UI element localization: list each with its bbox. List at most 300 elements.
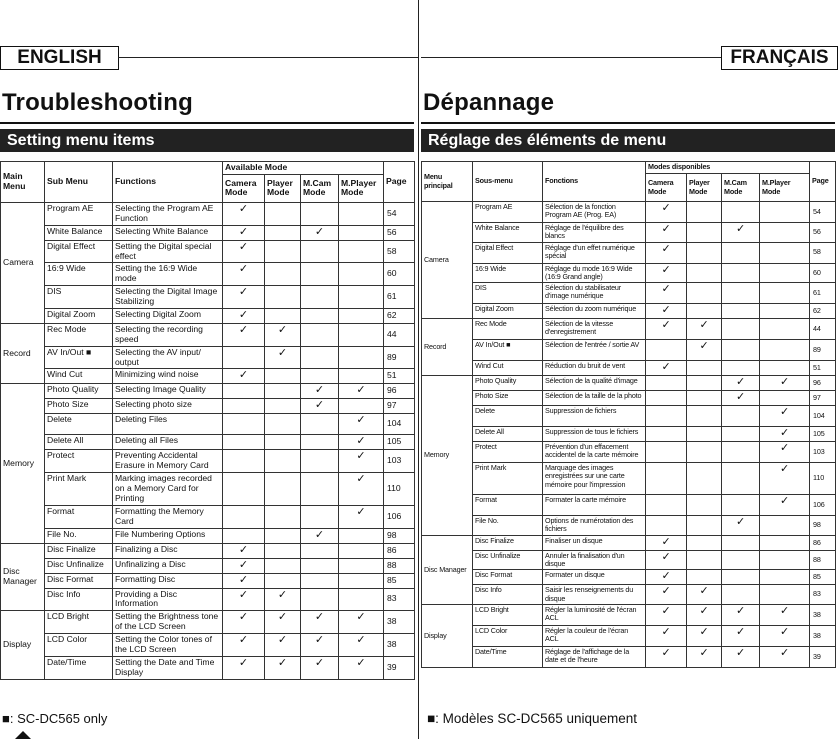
mode-cell xyxy=(722,361,760,376)
mode-cell xyxy=(760,202,810,223)
sub-menu-cell: Rec Mode xyxy=(45,323,113,346)
sub-menu-cell: Wind Cut xyxy=(473,361,543,376)
mode-cell xyxy=(223,384,265,399)
check-icon: ✓ xyxy=(265,634,301,657)
table-row xyxy=(422,361,836,376)
table-row xyxy=(422,585,836,605)
mode-cell xyxy=(301,573,339,588)
sub-menu-cell: LCD Color xyxy=(473,625,543,646)
header-main-menu: Main Menu xyxy=(1,162,45,203)
page-number-cell: 58 xyxy=(810,242,836,263)
page-number-cell: 85 xyxy=(384,573,415,588)
check-icon: ✓ xyxy=(722,646,760,667)
mode-cell xyxy=(339,263,384,286)
check-icon: ✓ xyxy=(722,391,760,406)
check-icon: ✓ xyxy=(646,550,687,570)
table-row xyxy=(422,442,836,463)
table-row xyxy=(1,634,415,657)
check-icon: ✓ xyxy=(722,625,760,646)
main-menu-cell: Disc Manager xyxy=(422,535,473,604)
check-icon: ✓ xyxy=(223,369,265,384)
page-number-cell: 89 xyxy=(810,340,836,361)
mode-cell xyxy=(760,391,810,406)
function-cell: Minimizing wind noise xyxy=(113,369,223,384)
sub-menu-cell: Program AE xyxy=(473,202,543,223)
mode-cell xyxy=(646,340,687,361)
function-cell: Suppression de fichiers xyxy=(543,406,646,427)
page-number-cell: 98 xyxy=(810,516,836,536)
page-number-cell: 86 xyxy=(384,543,415,558)
check-icon: ✓ xyxy=(223,225,265,240)
page-title: Dépannage xyxy=(423,89,555,116)
function-cell: Sélection de la fonction Program AE (Prog. EA) xyxy=(543,202,646,223)
mode-cell xyxy=(301,473,339,506)
mode-cell xyxy=(265,528,301,543)
table-row xyxy=(1,588,415,611)
table-row xyxy=(1,384,415,399)
sub-menu-cell: Delete All xyxy=(473,427,543,442)
page-number-cell: 96 xyxy=(384,384,415,399)
mode-cell xyxy=(301,240,339,263)
sub-menu-cell: Delete All xyxy=(45,435,113,450)
mode-cell xyxy=(339,346,384,369)
function-cell: File Numbering Options xyxy=(113,528,223,543)
sub-menu-cell: File No. xyxy=(45,528,113,543)
mode-cell xyxy=(722,283,760,304)
model-footnote: ■: Modèles SC-DC565 uniquement xyxy=(427,711,638,726)
page-number-cell: 104 xyxy=(810,406,836,427)
mode-cell xyxy=(339,573,384,588)
page-number-cell: 62 xyxy=(384,308,415,323)
french-page xyxy=(421,0,840,739)
mode-cell xyxy=(265,473,301,506)
mode-cell xyxy=(265,308,301,323)
check-icon: ✓ xyxy=(223,543,265,558)
table-row xyxy=(422,283,836,304)
table-row xyxy=(422,304,836,319)
page-number-cell: 38 xyxy=(384,611,415,634)
header-page: Page xyxy=(384,162,415,203)
page-title: Troubleshooting xyxy=(2,89,193,116)
check-icon: ✓ xyxy=(687,646,722,667)
sub-menu-cell: Wind Cut xyxy=(45,369,113,384)
check-icon: ✓ xyxy=(301,528,339,543)
function-cell: Sélection du zoom numérique xyxy=(543,304,646,319)
check-icon: ✓ xyxy=(265,611,301,634)
header-camera-mode: Camera Mode xyxy=(646,174,687,202)
mode-cell xyxy=(760,516,810,536)
function-cell: Finalizing a Disc xyxy=(113,543,223,558)
sub-menu-cell: DIS xyxy=(45,286,113,309)
function-cell: Réglage de l'affichage de la date et de l'heure xyxy=(543,646,646,667)
function-cell: Setting the Digital special effect xyxy=(113,240,223,263)
function-cell: Unfinalizing a Disc xyxy=(113,558,223,573)
header-mplayer-mode: M.Player Mode xyxy=(760,174,810,202)
mode-cell xyxy=(301,505,339,528)
mode-cell xyxy=(687,263,722,283)
mode-cell xyxy=(265,414,301,435)
function-cell: Setting the Date and Time Display xyxy=(113,656,223,679)
check-icon: ✓ xyxy=(687,319,722,340)
mode-cell xyxy=(722,535,760,550)
mode-cell xyxy=(339,323,384,346)
check-icon: ✓ xyxy=(646,535,687,550)
mode-cell xyxy=(646,406,687,427)
mode-cell xyxy=(301,286,339,309)
check-icon: ✓ xyxy=(301,634,339,657)
page-number-cell: 38 xyxy=(810,604,836,625)
mode-cell xyxy=(646,391,687,406)
table-row xyxy=(1,528,415,543)
page-number-cell: 110 xyxy=(810,463,836,495)
check-icon: ✓ xyxy=(646,604,687,625)
table-row xyxy=(422,550,836,570)
sub-menu-cell: Date/Time xyxy=(45,656,113,679)
main-menu-cell: Record xyxy=(1,323,45,384)
sub-menu-cell: Format xyxy=(473,495,543,516)
sub-menu-cell: Disc Finalize xyxy=(473,535,543,550)
check-icon: ✓ xyxy=(646,361,687,376)
page-number-cell: 51 xyxy=(384,369,415,384)
page-number-cell: 39 xyxy=(384,656,415,679)
header-functions: Functions xyxy=(113,162,223,203)
function-cell: Selecting White Balance xyxy=(113,225,223,240)
table-row xyxy=(422,376,836,391)
sub-menu-cell: 16:9 Wide xyxy=(45,263,113,286)
table-row xyxy=(422,570,836,585)
mode-cell xyxy=(265,450,301,473)
page-number-cell: 44 xyxy=(384,323,415,346)
sub-menu-cell: LCD Bright xyxy=(473,604,543,625)
mode-cell xyxy=(223,346,265,369)
mode-cell xyxy=(722,585,760,605)
sub-menu-cell: White Balance xyxy=(45,225,113,240)
page-number-cell: 61 xyxy=(810,283,836,304)
function-cell: Marking images recorded on a Memory Card for Printing xyxy=(113,473,223,506)
mode-cell xyxy=(339,528,384,543)
mode-cell xyxy=(301,588,339,611)
check-icon: ✓ xyxy=(760,625,810,646)
mode-cell xyxy=(687,570,722,585)
language-label: ENGLISH xyxy=(0,46,119,70)
sub-menu-cell: Disc Finalize xyxy=(45,543,113,558)
sub-menu-cell: Photo Size xyxy=(45,399,113,414)
table-row xyxy=(422,604,836,625)
sub-menu-cell: DIS xyxy=(473,283,543,304)
table-row xyxy=(1,414,415,435)
main-menu-cell: Record xyxy=(422,319,473,376)
mode-cell xyxy=(687,223,722,243)
mode-cell xyxy=(722,570,760,585)
check-icon: ✓ xyxy=(646,304,687,319)
mode-cell xyxy=(760,223,810,243)
check-icon: ✓ xyxy=(265,588,301,611)
page-number-cell: 105 xyxy=(810,427,836,442)
mode-cell xyxy=(687,550,722,570)
function-cell: Selecting photo size xyxy=(113,399,223,414)
function-cell: Selecting the Program AE Function xyxy=(113,202,223,225)
title-rule xyxy=(0,122,414,124)
function-cell: Prévention d'un effacement accidentel de la carte mémoire xyxy=(543,442,646,463)
mode-cell xyxy=(722,495,760,516)
function-cell: Deleting all Files xyxy=(113,435,223,450)
function-cell: Formatting the Memory Card xyxy=(113,505,223,528)
mode-cell xyxy=(223,414,265,435)
mode-cell xyxy=(223,528,265,543)
mode-cell xyxy=(722,406,760,427)
page-number-cell: 89 xyxy=(384,346,415,369)
table-row xyxy=(1,656,415,679)
header-sub-menu: Sous-menu xyxy=(473,162,543,202)
main-menu-cell: Memory xyxy=(1,384,45,543)
mode-cell xyxy=(265,399,301,414)
check-icon: ✓ xyxy=(223,634,265,657)
sub-menu-cell: Disc Format xyxy=(45,573,113,588)
header-rule xyxy=(421,57,721,58)
header-mcam-mode: M.Cam Mode xyxy=(301,174,339,202)
mode-cell xyxy=(223,399,265,414)
function-cell: Deleting Files xyxy=(113,414,223,435)
mode-cell xyxy=(646,495,687,516)
mode-cell xyxy=(760,304,810,319)
table-row xyxy=(1,450,415,473)
check-icon: ✓ xyxy=(646,585,687,605)
check-icon: ✓ xyxy=(339,656,384,679)
mode-cell xyxy=(760,570,810,585)
check-icon: ✓ xyxy=(760,427,810,442)
check-icon: ✓ xyxy=(339,611,384,634)
main-menu-cell: Camera xyxy=(1,202,45,323)
table-row xyxy=(422,202,836,223)
page-number-cell: 83 xyxy=(810,585,836,605)
sub-menu-cell: Disc Info xyxy=(45,588,113,611)
check-icon: ✓ xyxy=(760,604,810,625)
mode-cell xyxy=(339,286,384,309)
check-icon: ✓ xyxy=(223,611,265,634)
check-icon: ✓ xyxy=(301,611,339,634)
mode-cell xyxy=(722,442,760,463)
header-rule xyxy=(118,57,419,58)
page-number-cell: 51 xyxy=(810,361,836,376)
page-number-cell: 54 xyxy=(810,202,836,223)
mode-cell xyxy=(301,558,339,573)
sub-menu-cell: Delete xyxy=(473,406,543,427)
table-row xyxy=(1,558,415,573)
function-cell: Formater un disque xyxy=(543,570,646,585)
check-icon: ✓ xyxy=(646,570,687,585)
check-icon: ✓ xyxy=(646,283,687,304)
table-row xyxy=(1,611,415,634)
function-cell: Réglage du mode 16:9 Wide (16:9 Grand angle) xyxy=(543,263,646,283)
mode-cell xyxy=(760,242,810,263)
table-row xyxy=(422,263,836,283)
page-number-cell: 98 xyxy=(384,528,415,543)
page-number-cell: 105 xyxy=(384,435,415,450)
mode-cell xyxy=(722,304,760,319)
mode-cell xyxy=(301,346,339,369)
check-icon: ✓ xyxy=(339,384,384,399)
function-cell: Setting the 16:9 Wide mode xyxy=(113,263,223,286)
mode-cell xyxy=(646,427,687,442)
sub-menu-cell: Digital Zoom xyxy=(473,304,543,319)
page-number-cell: 88 xyxy=(384,558,415,573)
check-icon: ✓ xyxy=(760,442,810,463)
check-icon: ✓ xyxy=(223,573,265,588)
sub-menu-cell: 16:9 Wide xyxy=(473,263,543,283)
function-cell: Sélection de l'entrée / sortie AV xyxy=(543,340,646,361)
mode-cell xyxy=(339,308,384,323)
main-menu-cell: Disc Manager xyxy=(1,543,45,611)
check-icon: ✓ xyxy=(687,604,722,625)
header-mcam-mode: M.Cam Mode xyxy=(722,174,760,202)
table-body xyxy=(422,202,836,668)
page-number-cell: 106 xyxy=(384,505,415,528)
check-icon: ✓ xyxy=(265,346,301,369)
header-camera-mode: Camera Mode xyxy=(223,174,265,202)
mode-cell xyxy=(687,463,722,495)
section-heading: Réglage des éléments de menu xyxy=(421,129,835,152)
page-number-cell: 54 xyxy=(384,202,415,225)
check-icon: ✓ xyxy=(339,634,384,657)
function-cell: Setting the Brightness tone of the LCD Screen xyxy=(113,611,223,634)
sub-menu-cell: LCD Bright xyxy=(45,611,113,634)
check-icon: ✓ xyxy=(646,319,687,340)
mode-cell xyxy=(265,505,301,528)
mode-cell xyxy=(265,435,301,450)
page-number-cell: 56 xyxy=(384,225,415,240)
table-row xyxy=(422,427,836,442)
mode-cell xyxy=(265,558,301,573)
function-cell: Selecting the AV input/ output xyxy=(113,346,223,369)
mode-cell xyxy=(301,543,339,558)
check-icon: ✓ xyxy=(223,558,265,573)
mode-cell xyxy=(223,450,265,473)
sub-menu-cell: Protect xyxy=(473,442,543,463)
sub-menu-cell: Disc Unfinalize xyxy=(473,550,543,570)
header-available-mode: Modes disponibles xyxy=(646,162,810,174)
table-row xyxy=(422,340,836,361)
table-row xyxy=(1,505,415,528)
check-icon: ✓ xyxy=(646,625,687,646)
page-number-cell: 83 xyxy=(384,588,415,611)
mode-cell xyxy=(722,319,760,340)
function-cell: Sélection de la taille de la photo xyxy=(543,391,646,406)
mode-cell xyxy=(265,225,301,240)
sub-menu-cell: Photo Quality xyxy=(45,384,113,399)
header-player-mode: Player Mode xyxy=(265,174,301,202)
mode-cell xyxy=(760,340,810,361)
mode-cell xyxy=(265,369,301,384)
check-icon: ✓ xyxy=(265,323,301,346)
model-footnote: ■: SC-DC565 only xyxy=(2,711,108,726)
function-cell: Selecting Image Quality xyxy=(113,384,223,399)
mode-cell xyxy=(760,585,810,605)
check-icon: ✓ xyxy=(339,473,384,506)
function-cell: Formatting Disc xyxy=(113,573,223,588)
check-icon: ✓ xyxy=(223,202,265,225)
mode-cell xyxy=(265,573,301,588)
function-cell: Providing a Disc Information xyxy=(113,588,223,611)
table-row xyxy=(422,223,836,243)
page-number-cell: 103 xyxy=(384,450,415,473)
main-menu-cell: Memory xyxy=(422,376,473,536)
mode-cell xyxy=(687,495,722,516)
page-number-cell: 97 xyxy=(384,399,415,414)
mode-cell xyxy=(301,202,339,225)
function-cell: Selecting the Digital Image Stabilizing xyxy=(113,286,223,309)
header-sub-menu: Sub Menu xyxy=(45,162,113,203)
check-icon: ✓ xyxy=(722,223,760,243)
header-mplayer-mode: M.Player Mode xyxy=(339,174,384,202)
mode-cell xyxy=(646,376,687,391)
page-number-cell: 60 xyxy=(810,263,836,283)
check-icon: ✓ xyxy=(223,240,265,263)
function-cell: Selecting Digital Zoom xyxy=(113,308,223,323)
function-cell: Finaliser un disque xyxy=(543,535,646,550)
title-rule xyxy=(421,122,835,124)
table-row xyxy=(1,346,415,369)
sub-menu-cell: Disc Unfinalize xyxy=(45,558,113,573)
main-menu-cell: Display xyxy=(422,604,473,667)
page-number-cell: 104 xyxy=(384,414,415,435)
sub-menu-cell: Print Mark xyxy=(45,473,113,506)
function-cell: Marquage des images enregistrées sur une carte mémoire pour l'impression xyxy=(543,463,646,495)
page-number-cell: 56 xyxy=(810,223,836,243)
header-page: Page xyxy=(810,162,836,202)
mode-cell xyxy=(760,361,810,376)
mode-cell xyxy=(687,427,722,442)
menu-items-table xyxy=(0,161,415,680)
check-icon: ✓ xyxy=(301,384,339,399)
mode-cell xyxy=(339,202,384,225)
mode-cell xyxy=(301,435,339,450)
table-row xyxy=(422,463,836,495)
page-number-cell: 86 xyxy=(810,535,836,550)
check-icon: ✓ xyxy=(722,376,760,391)
check-icon: ✓ xyxy=(646,202,687,223)
function-cell: Formater la carte mémoire xyxy=(543,495,646,516)
mode-cell xyxy=(301,263,339,286)
function-cell: Sélection de la vitesse d'enregistrement xyxy=(543,319,646,340)
mode-cell xyxy=(687,391,722,406)
mode-cell xyxy=(301,323,339,346)
function-cell: Suppression de tous le fichiers xyxy=(543,427,646,442)
table-row xyxy=(1,202,415,225)
mode-cell xyxy=(339,588,384,611)
page-number-cell: 62 xyxy=(810,304,836,319)
up-triangle-icon xyxy=(15,731,31,739)
sub-menu-cell: LCD Color xyxy=(45,634,113,657)
mode-cell xyxy=(722,550,760,570)
function-cell: Réglage d'un effet numérique spécial xyxy=(543,242,646,263)
table-row xyxy=(1,573,415,588)
mode-cell xyxy=(687,242,722,263)
mode-cell xyxy=(339,369,384,384)
check-icon: ✓ xyxy=(760,406,810,427)
table-body xyxy=(1,202,415,679)
mode-cell xyxy=(339,399,384,414)
sub-menu-cell: Date/Time xyxy=(473,646,543,667)
check-icon: ✓ xyxy=(646,263,687,283)
function-cell: Régler la couleur de l'écran ACL xyxy=(543,625,646,646)
mode-cell xyxy=(687,283,722,304)
check-icon: ✓ xyxy=(223,323,265,346)
table-row xyxy=(422,516,836,536)
mode-cell xyxy=(760,283,810,304)
table-row xyxy=(1,308,415,323)
mode-cell xyxy=(223,505,265,528)
table-row xyxy=(422,535,836,550)
